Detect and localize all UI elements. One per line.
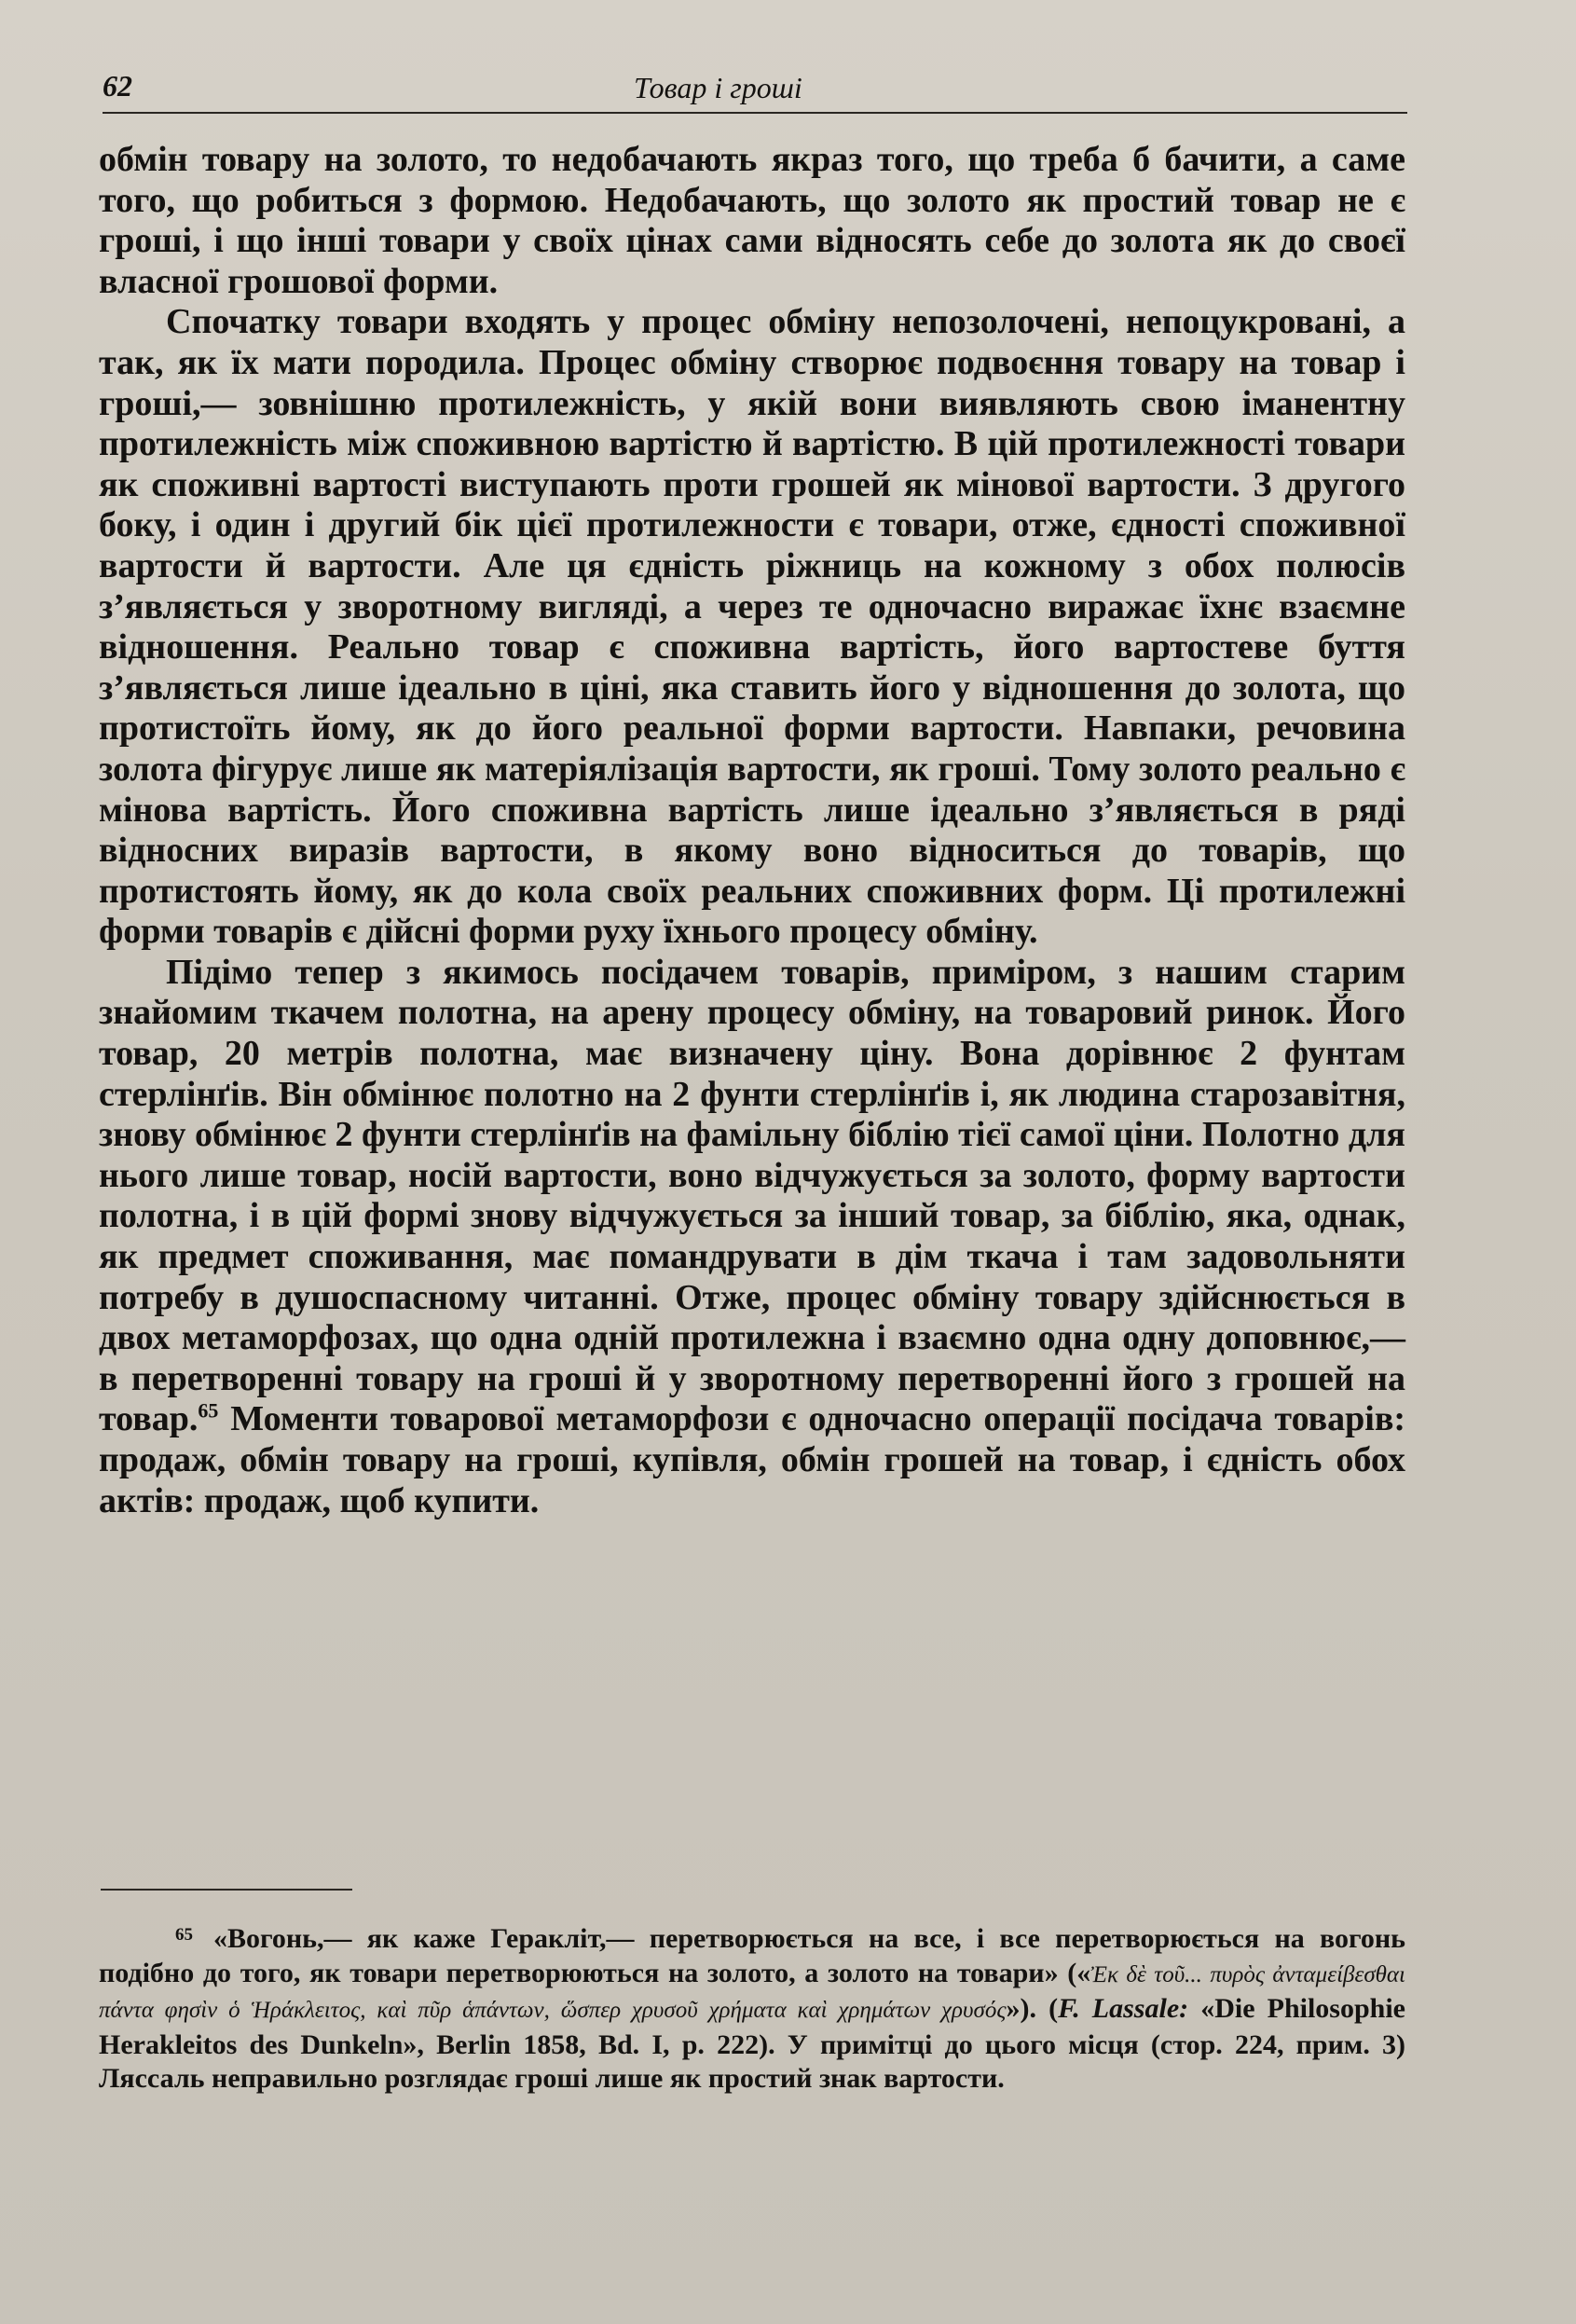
- footnote-65: [99, 1918, 1405, 2097]
- greek-quote: Ἐκ δὲ τοῦ... πυρὸς ἀνταμείβεσθαι πάντα φησὶν ὁ Ἡράκλειτος, καὶ πῦρ ἁπάντων, ὥσπερ χρυσοῦ χρήματα καὶ χρημάτων χρυσός: [99, 1961, 1405, 2023]
- footnote-text-c: «Die Philosophie Herakleitos des Dunkeln», Berlin 1858, Bd. I, p. 222). У примітці до цього місця (стор. 224, прим. 3) Ляссаль неправильно розглядає гроші лише як простий знак вартости.: [99, 1993, 1405, 2094]
- footnote-text: [99, 1918, 1405, 2097]
- footnote-text-b: »). (: [1006, 1993, 1059, 2024]
- main-text: [99, 140, 1405, 1521]
- footnote-reference-65[interactable]: 65: [198, 1398, 219, 1423]
- paragraph-2: Спочатку товари входять у процес обміну непозолочені, непоцукровані, а так, як їх мати породила. Процес обміну створює подвоєння товару на товар і гроші,— зовнішню протилежність, у якій вони виявляють свою іманентну протилежність між споживною вартістю й вартістю. В цій протилежності товари як споживні вартості виступають проти грошей як мінової вартости. З другого боку, і один і другий бік цієї протилежности є товари, отже, єдності споживної вартости й вартости. Але ця єдність ріжниць на кожному з обох полюсів з’являється у зворотному вигляді, а через те одночасно виражає їхнє взаємне відношення. Реально товар є споживна вартість, його вартостеве буття з’являється лише ідеально в ціні, яка ставить його у відношення до золота, що протистоїть йому, як до його реальної форми вартости. Навпаки, речовина золота фігурує лише як матеріялізація вартости, як гроші. Тому золото реально є мінова вартість. Його споживна вартість лише ідеально з’являється в ряді відносних виразів вартости, в якому воно відноситься до товарів, що протистоять йому, як до кола своїх реальних споживних форм. Ці протилежні форми товарів є дійсні форми руху їхнього процесу обміну.: [99, 302, 1405, 952]
- paragraph-3-text: Підімо тепер з якимось посідачем товарів, приміром, з нашим старим знайомим ткачем полотна, на арену процесу обміну, на товаровий ринок. Його товар, 20 метрів полотна, має визначену ціну. Вона дорівнює 2 фунтам стерлінґів. Він обмінює полотно на 2 фунти стерлінґів і, як людина старозавітня, знову обмінює 2 фунти стерлінґів на фамільну біблію тієї самої ціни. Полотно для нього лише товар, носій вартости, воно відчужується за золото, форму вартости полотна, і в цій формі знову відчужується за інший товар, за біблію, яка, однак, як предмет споживання, має помандрувати в дім ткача і там задовольняти потребу в душоспасному читанні. Отже, процес обміну товару здійснюється в двох метаморфозах, що одна одній протилежна і взаємно одна одну доповнює,— в перетворенні товару на гроші й у зворотному перетворенні його з грошей на товар.: [99, 952, 1405, 1439]
- paragraph-3: [99, 953, 1405, 1521]
- footnote-text-a: «Вогонь,— як каже Геракліт,— перетворюється на все, і все перетворюється на вогонь подібно до того, як товари перетворюються на золото, а золото на товари» («: [99, 1923, 1405, 1988]
- running-title: Товар і гроші: [634, 71, 802, 104]
- footnote-author: F. Lassale:: [1058, 1993, 1189, 2024]
- paragraph-3-ending: Моменти товарової метаморфози є одночасно операції посідача товарів: продаж, обмін товару на гроші, купівля, обмін грошей на товар, і єдність обох актів: продаж, щоб купити.: [99, 1399, 1406, 1520]
- footnote-number: 65: [175, 1925, 193, 1945]
- page-header: [103, 65, 1407, 114]
- paragraph-1: обмін товару на золото, то недобачають якраз того, що треба б бачити, а саме того, що робиться з формою. Недобачають, що золото як простий товар не є гроші, і що інші товари у своїх цінах сами відносять себе до золота як до своєї власної грошової форми.: [99, 140, 1405, 301]
- page-number: 62: [103, 69, 132, 103]
- footnote-separator: [101, 1889, 352, 1891]
